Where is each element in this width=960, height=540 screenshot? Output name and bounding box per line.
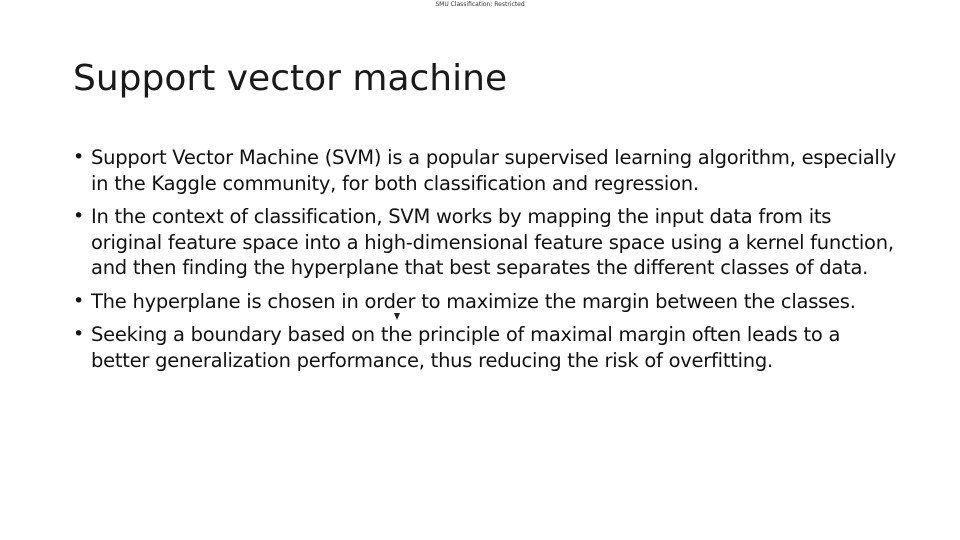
slide-title: Support vector machine xyxy=(73,58,508,99)
bullet-item: • Seeking a boundary based on the principle of maximal margin often leads to a better generalization performance, thus reducing the risk of overfitting. xyxy=(73,322,903,373)
bullet-list xyxy=(73,145,903,381)
bullet-item: • Support Vector Machine (SVM) is a popular supervised learning algorithm, especially in the Kaggle community, for both classification and regression. xyxy=(73,145,903,196)
mouse-cursor-icon xyxy=(394,313,400,320)
bullet-item: • In the context of classification, SVM works by mapping the input data from its original feature space into a high-dimensional feature space using a kernel function, and then finding the hyperplane that best separates the different classes of data. xyxy=(73,204,903,281)
bullet-item: • The hyperplane is chosen in order to maximize the margin between the classes. xyxy=(73,289,903,315)
classification-label: SMU Classification: Restricted xyxy=(435,1,525,8)
